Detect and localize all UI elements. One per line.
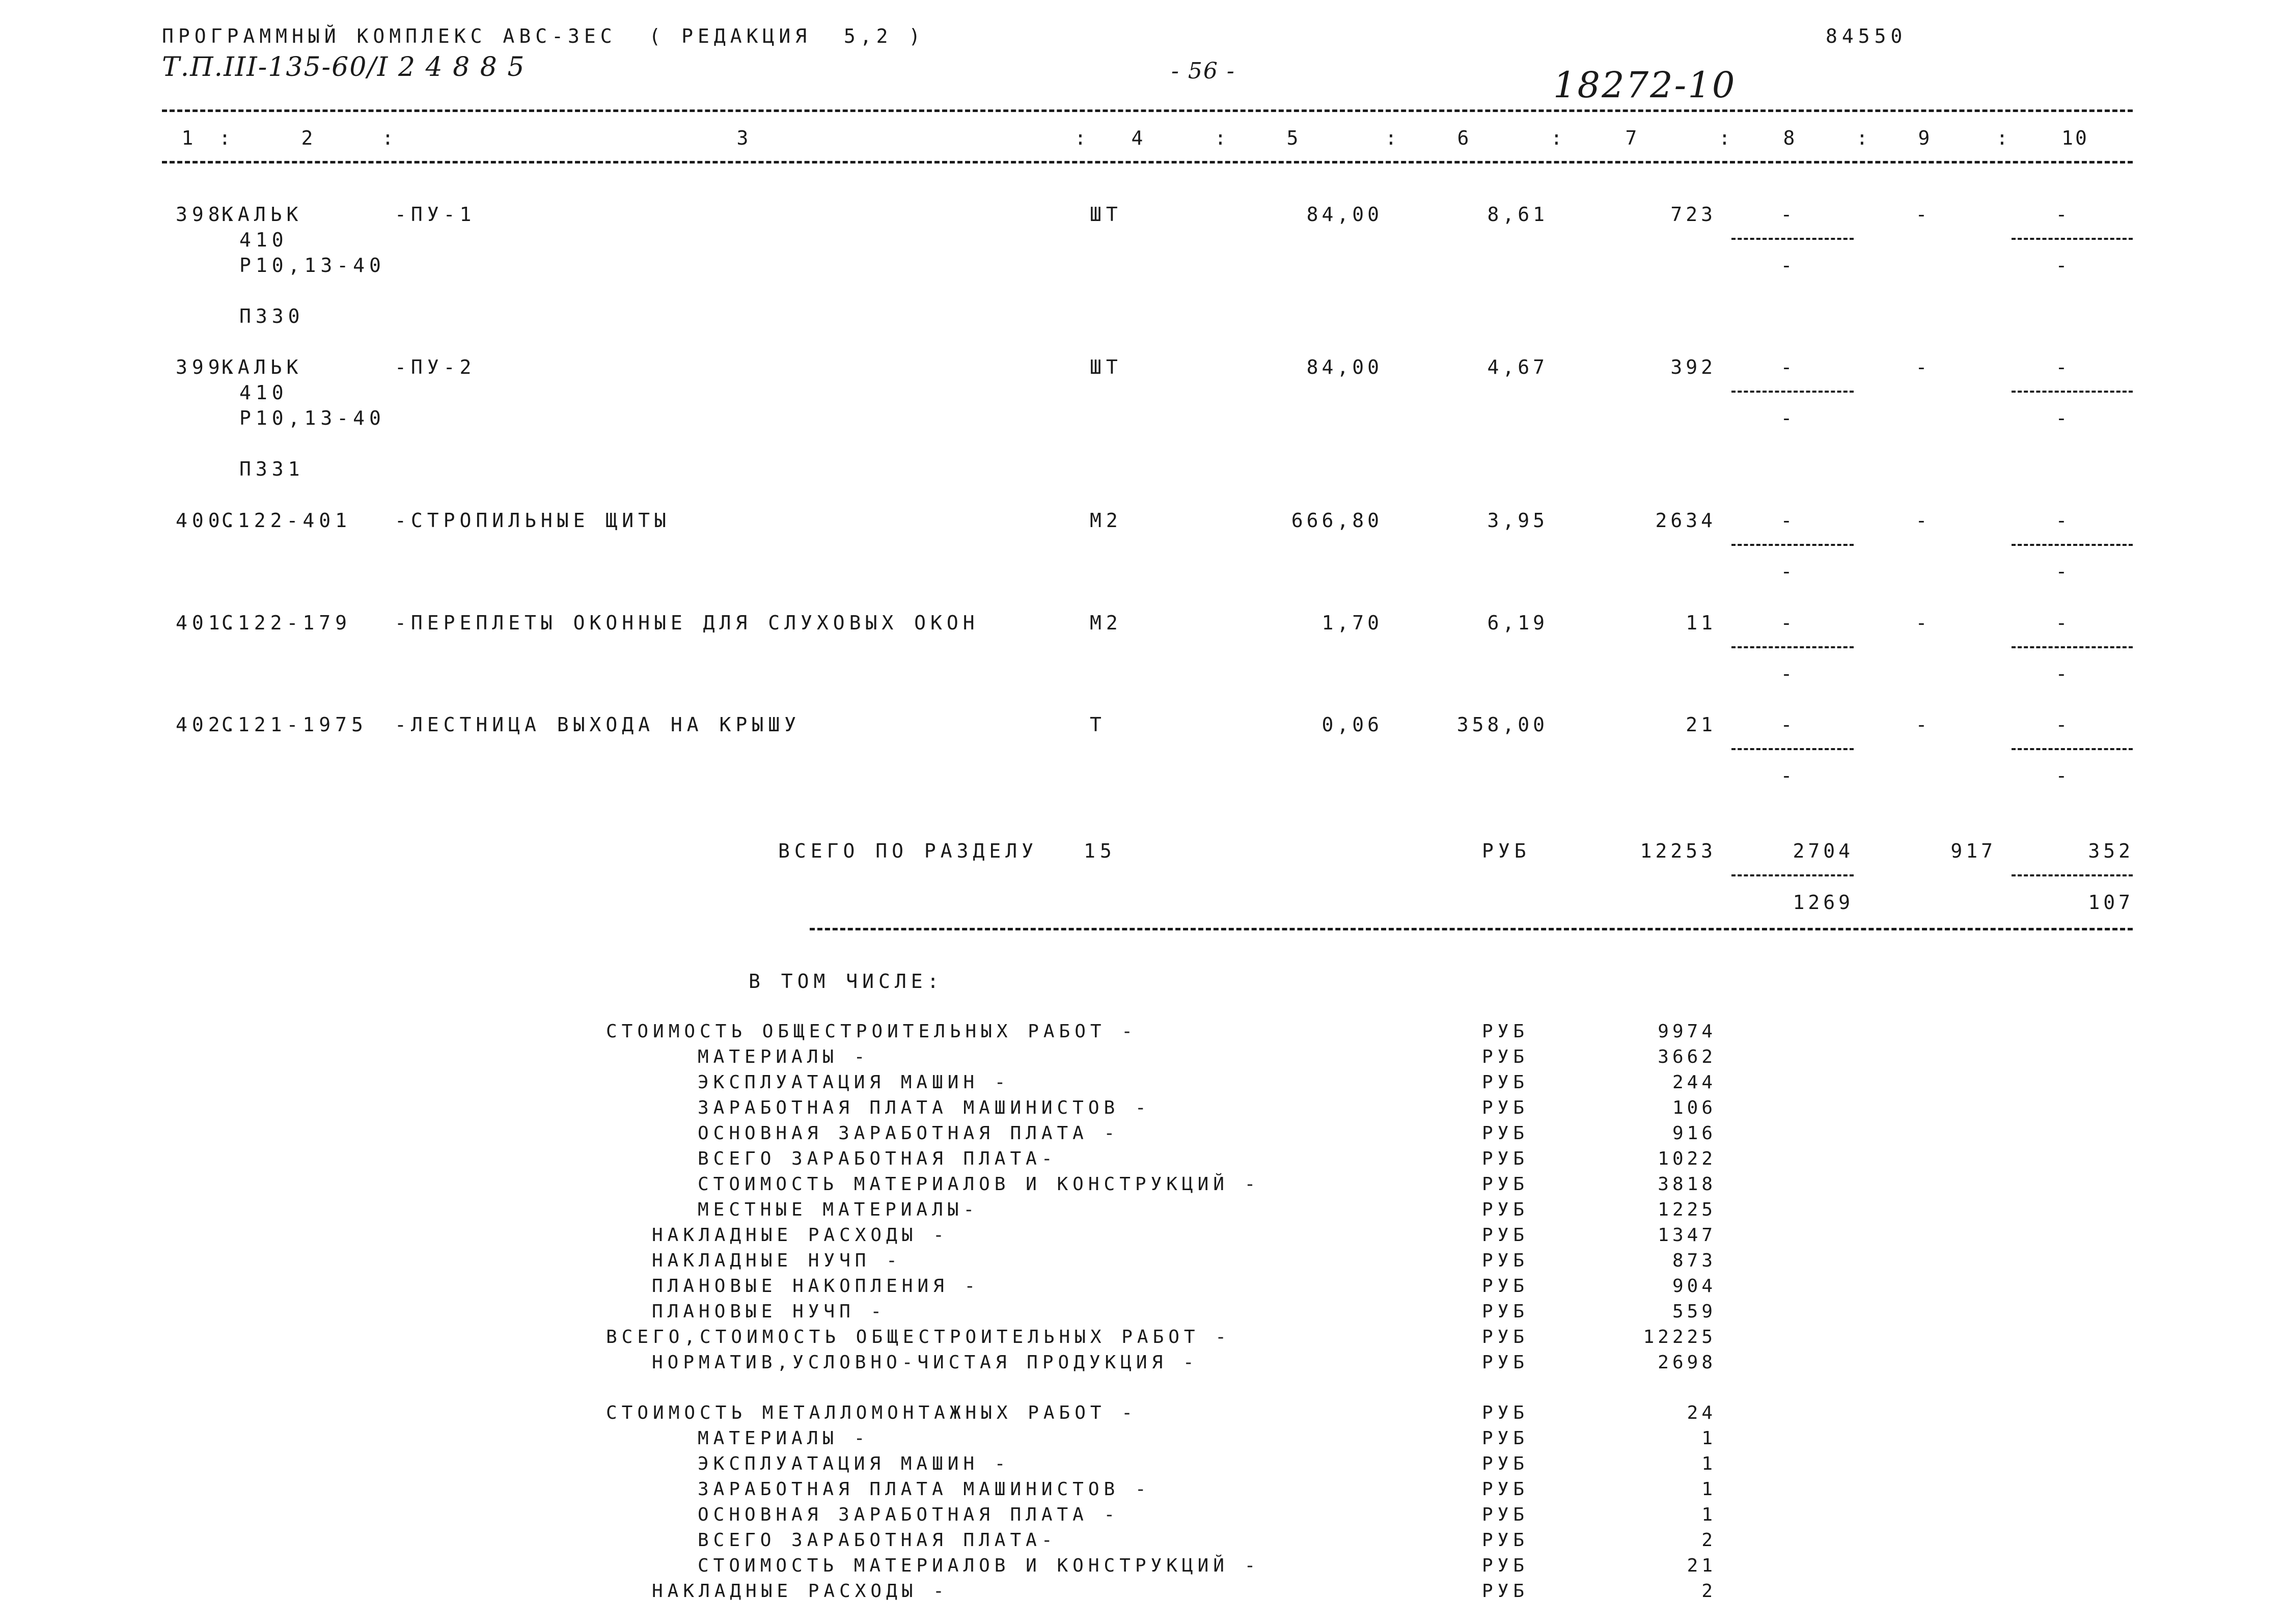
- item-total: 21: [1686, 713, 1716, 736]
- item-code-line: Р10,13-40: [239, 254, 386, 277]
- item-code-line: Р10,13-40: [239, 407, 386, 429]
- column-header: 9: [1918, 127, 1932, 149]
- column-header: 8: [1783, 127, 1797, 149]
- item-col8-lower: -: [1780, 254, 1795, 277]
- item-unit-price: 4,67: [1487, 356, 1548, 378]
- col10-fraction-line: [2012, 874, 2133, 876]
- column-separator: :: [1551, 127, 1564, 149]
- column-separator: :: [1075, 127, 1088, 149]
- breakdown-unit: РУБ: [1482, 1225, 1529, 1246]
- breakdown-label: ПЛАНОВЫЕ НАКОПЛЕНИЯ -: [652, 1276, 980, 1297]
- item-code-line: П330: [239, 305, 305, 327]
- breakdown-unit: РУБ: [1482, 1072, 1529, 1093]
- column-header: 6: [1457, 127, 1471, 149]
- item-code-line: 410: [239, 229, 288, 251]
- breakdown-label: ЭКСПЛУАТАЦИЯ МАШИН -: [698, 1453, 1010, 1474]
- section-total-divider: [810, 928, 2133, 930]
- item-col9: -: [1915, 612, 1930, 634]
- item-name: -ПЕРЕПЛЕТЫ ОКОННЫЕ ДЛЯ СЛУХОВЫХ ОКОН: [395, 612, 979, 634]
- item-col8-lower: -: [1780, 560, 1795, 583]
- breakdown-value: 1: [1701, 1428, 1716, 1449]
- item-col10-lower: -: [2055, 254, 2070, 277]
- item-col8: -: [1780, 713, 1795, 736]
- item-number: 402.: [176, 713, 241, 736]
- item-code-line: КАЛЬК: [222, 203, 303, 226]
- breakdown-value: 1: [1701, 1479, 1716, 1500]
- item-col9: -: [1915, 203, 1930, 226]
- item-number: 400.: [176, 509, 241, 532]
- item-unit-price: 3,95: [1487, 509, 1548, 532]
- item-unit: ШТ: [1090, 356, 1122, 378]
- col10-fraction-line: [2012, 391, 2133, 393]
- item-quantity: 1,70: [1322, 612, 1383, 634]
- item-code-line: С122-401: [222, 509, 352, 532]
- breakdown-value: 904: [1672, 1276, 1716, 1297]
- section-total-col8: 2704: [1793, 840, 1854, 862]
- item-total: 392: [1670, 356, 1716, 378]
- item-total: 723: [1670, 203, 1716, 226]
- item-unit-price: 8,61: [1487, 203, 1548, 226]
- breakdown-label: НАКЛАДНЫЕ НУЧП -: [652, 1250, 902, 1271]
- breakdown-unit: РУБ: [1482, 1021, 1529, 1042]
- breakdown-unit: РУБ: [1482, 1428, 1529, 1449]
- item-unit: М2: [1090, 612, 1122, 634]
- item-col8: -: [1780, 203, 1795, 226]
- breakdown-unit: РУБ: [1482, 1504, 1529, 1525]
- breakdown-unit: РУБ: [1482, 1402, 1529, 1423]
- breakdown-label: СТОИМОСТЬ МАТЕРИАЛОВ И КОНСТРУКЦИЙ -: [698, 1174, 1260, 1195]
- breakdown-unit: РУБ: [1482, 1276, 1529, 1297]
- item-total: 11: [1686, 612, 1716, 634]
- column-separator: :: [1856, 127, 1870, 149]
- col10-fraction-line: [2012, 238, 2133, 240]
- breakdown-label: ЗАРАБОТНАЯ ПЛАТА МАШИНИСТОВ -: [698, 1479, 1151, 1500]
- item-unit-price: 358,00: [1456, 713, 1548, 736]
- breakdown-unit: РУБ: [1482, 1530, 1529, 1551]
- page-number: - 56 -: [1171, 58, 1235, 84]
- section-total-col9: 917: [1950, 840, 1996, 862]
- item-unit: Т: [1090, 713, 1106, 736]
- breakdown-unit: РУБ: [1482, 1174, 1529, 1195]
- breakdown-unit: РУБ: [1482, 1479, 1529, 1500]
- breakdown-unit: РУБ: [1482, 1148, 1529, 1169]
- breakdown-unit: РУБ: [1482, 1555, 1529, 1576]
- column-header: 5: [1286, 127, 1301, 149]
- breakdown-label: ЭКСПЛУАТАЦИЯ МАШИН -: [698, 1072, 1010, 1093]
- breakdown-label: СТОИМОСТЬ МЕТАЛЛОМОНТАЖНЫХ РАБОТ -: [606, 1402, 1137, 1423]
- item-unit: М2: [1090, 509, 1122, 532]
- breakdown-label: МЕСТНЫЕ МАТЕРИАЛЫ-: [698, 1199, 979, 1220]
- breakdown-label: НАКЛАДНЫЕ РАСХОДЫ -: [652, 1581, 949, 1602]
- breakdown-unit: РУБ: [1482, 1123, 1529, 1144]
- column-separator: :: [219, 127, 233, 149]
- item-number: 399.: [176, 356, 241, 378]
- breakdown-value: 21: [1687, 1555, 1716, 1576]
- column-separator: :: [1719, 127, 1732, 149]
- item-col8-lower: -: [1780, 764, 1795, 787]
- section-total-amount: 12253: [1640, 840, 1716, 862]
- column-header: 3: [736, 127, 751, 149]
- breakdown-label: ПЛАНОВЫЕ НУЧП -: [652, 1301, 887, 1322]
- item-col8: -: [1780, 356, 1795, 378]
- breakdown-value: 1225: [1658, 1199, 1716, 1220]
- item-code-line: П331: [239, 458, 305, 480]
- item-quantity: 0,06: [1322, 713, 1383, 736]
- item-name: -ПУ-2: [395, 356, 476, 378]
- col8-fraction-line: [1731, 748, 1854, 750]
- item-col9: -: [1915, 356, 1930, 378]
- breakdown-value: 2: [1701, 1530, 1716, 1551]
- doc-number: 18272-10: [1553, 64, 1737, 106]
- item-col10-lower: -: [2055, 764, 2070, 787]
- breakdown-label: ВСЕГО ЗАРАБОТНАЯ ПЛАТА-: [698, 1530, 1057, 1551]
- breakdown-label: СТОИМОСТЬ МАТЕРИАЛОВ И КОНСТРУКЦИЙ -: [698, 1555, 1260, 1576]
- item-col10: -: [2055, 203, 2070, 226]
- col8-fraction-line: [1731, 544, 1854, 546]
- item-col9: -: [1915, 713, 1930, 736]
- breakdown-value: 1: [1701, 1504, 1716, 1525]
- column-separator: :: [1215, 127, 1228, 149]
- breakdown-unit: РУБ: [1482, 1453, 1529, 1474]
- col10-fraction-line: [2012, 646, 2133, 648]
- item-unit: ШТ: [1090, 203, 1122, 226]
- breakdown-value: 9974: [1658, 1021, 1716, 1042]
- item-col9: -: [1915, 509, 1930, 532]
- col8-fraction-line: [1731, 874, 1854, 876]
- breakdown-value: 873: [1672, 1250, 1716, 1271]
- item-code-line: КАЛЬК: [222, 356, 303, 378]
- breakdown-label: СТОИМОСТЬ ОБЩЕСТРОИТЕЛЬНЫХ РАБОТ -: [606, 1021, 1137, 1042]
- breakdown-value: 244: [1672, 1072, 1716, 1093]
- column-separator: :: [1385, 127, 1399, 149]
- item-code-line: С121-1975: [222, 713, 368, 736]
- breakdown-label: МАТЕРИАЛЫ -: [698, 1428, 870, 1449]
- item-total: 2634: [1655, 509, 1716, 532]
- item-name: -ЛЕСТНИЦА ВЫХОДА НА КРЫШУ: [395, 713, 801, 736]
- section-total-col10-lower: 107: [2088, 891, 2134, 914]
- breakdown-unit: РУБ: [1482, 1250, 1529, 1271]
- item-name: -СТРОПИЛЬНЫЕ ЩИТЫ: [395, 509, 671, 532]
- item-number: 401.: [176, 612, 241, 634]
- col8-fraction-line: [1731, 391, 1854, 393]
- breakdown-heading: В ТОМ ЧИСЛЕ:: [749, 970, 944, 993]
- item-code-line: 410: [239, 381, 288, 404]
- breakdown-value: 559: [1672, 1301, 1716, 1322]
- column-header: 2: [301, 127, 315, 149]
- item-col10: -: [2055, 612, 2070, 634]
- breakdown-unit: РУБ: [1482, 1047, 1529, 1067]
- item-col8-lower: -: [1780, 407, 1795, 429]
- breakdown-value: 1347: [1658, 1225, 1716, 1246]
- item-col10: -: [2055, 509, 2070, 532]
- document-code: 84550: [1826, 25, 1907, 47]
- breakdown-unit: РУБ: [1482, 1199, 1529, 1220]
- breakdown-label: МАТЕРИАЛЫ -: [698, 1047, 870, 1067]
- breakdown-label: ОСНОВНАЯ ЗАРАБОТНАЯ ПЛАТА -: [698, 1504, 1120, 1525]
- breakdown-value: 24: [1687, 1402, 1716, 1423]
- col8-fraction-line: [1731, 238, 1854, 240]
- breakdown-label: НОРМАТИВ,УСЛОВНО-ЧИСТАЯ ПРОДУКЦИЯ -: [652, 1352, 1199, 1373]
- breakdown-label: ЗАРАБОТНАЯ ПЛАТА МАШИНИСТОВ -: [698, 1097, 1151, 1118]
- column-header: 4: [1131, 127, 1145, 149]
- section-total-col8-lower: 1269: [1793, 891, 1854, 914]
- section-total-label: ВСЕГО ПО РАЗДЕЛУ: [778, 840, 1038, 862]
- col10-fraction-line: [2012, 544, 2133, 546]
- project-number: Т.П.III-135-60/I 2 4 8 8 5: [162, 52, 526, 82]
- program-title: ПРОГРАММНЫЙ КОМПЛЕКС АВС-ЗЕС ( РЕДАКЦИЯ 5,2 ): [162, 25, 925, 47]
- breakdown-unit: РУБ: [1482, 1301, 1529, 1322]
- column-header: 7: [1625, 127, 1639, 149]
- col8-fraction-line: [1731, 646, 1854, 648]
- breakdown-value: 2698: [1658, 1352, 1716, 1373]
- item-code-line: С122-179: [222, 612, 352, 634]
- item-number: 398.: [176, 203, 241, 226]
- column-header: 1: [181, 127, 196, 149]
- breakdown-value: 1: [1701, 1453, 1716, 1474]
- section-total-col10: 352: [2088, 840, 2134, 862]
- item-col8-lower: -: [1780, 663, 1795, 685]
- breakdown-value: 1022: [1658, 1148, 1716, 1169]
- column-header: 10: [2061, 127, 2089, 149]
- item-quantity: 84,00: [1306, 203, 1383, 226]
- item-col10-lower: -: [2055, 407, 2070, 429]
- item-col8: -: [1780, 612, 1795, 634]
- header-divider: [162, 109, 2133, 112]
- breakdown-value: 916: [1672, 1123, 1716, 1144]
- breakdown-value: 3662: [1658, 1047, 1716, 1067]
- breakdown-unit: РУБ: [1482, 1097, 1529, 1118]
- breakdown-label: ОСНОВНАЯ ЗАРАБОТНАЯ ПЛАТА -: [698, 1123, 1120, 1144]
- item-col10: -: [2055, 356, 2070, 378]
- breakdown-value: 2: [1701, 1581, 1716, 1602]
- breakdown-value: 106: [1672, 1097, 1716, 1118]
- breakdown-unit: РУБ: [1482, 1581, 1529, 1602]
- breakdown-unit: РУБ: [1482, 1327, 1529, 1347]
- column-header-divider: [162, 161, 2133, 163]
- item-quantity: 84,00: [1306, 356, 1383, 378]
- item-name: -ПУ-1: [395, 203, 476, 226]
- item-col10: -: [2055, 713, 2070, 736]
- breakdown-label: ВСЕГО ЗАРАБОТНАЯ ПЛАТА-: [698, 1148, 1057, 1169]
- breakdown-label: НАКЛАДНЫЕ РАСХОДЫ -: [652, 1225, 949, 1246]
- breakdown-label: ВСЕГО,СТОИМОСТЬ ОБЩЕСТРОИТЕЛЬНЫХ РАБОТ -: [606, 1327, 1231, 1347]
- item-col8: -: [1780, 509, 1795, 532]
- column-separator: :: [382, 127, 396, 149]
- section-number: 15: [1084, 840, 1116, 862]
- section-total-unit: РУБ: [1482, 840, 1531, 862]
- breakdown-unit: РУБ: [1482, 1352, 1529, 1373]
- item-col10-lower: -: [2055, 560, 2070, 583]
- breakdown-value: 3818: [1658, 1174, 1716, 1195]
- item-unit-price: 6,19: [1487, 612, 1548, 634]
- column-separator: :: [1996, 127, 2010, 149]
- item-col10-lower: -: [2055, 663, 2070, 685]
- breakdown-value: 12225: [1643, 1327, 1716, 1347]
- item-quantity: 666,80: [1291, 509, 1383, 532]
- col10-fraction-line: [2012, 748, 2133, 750]
